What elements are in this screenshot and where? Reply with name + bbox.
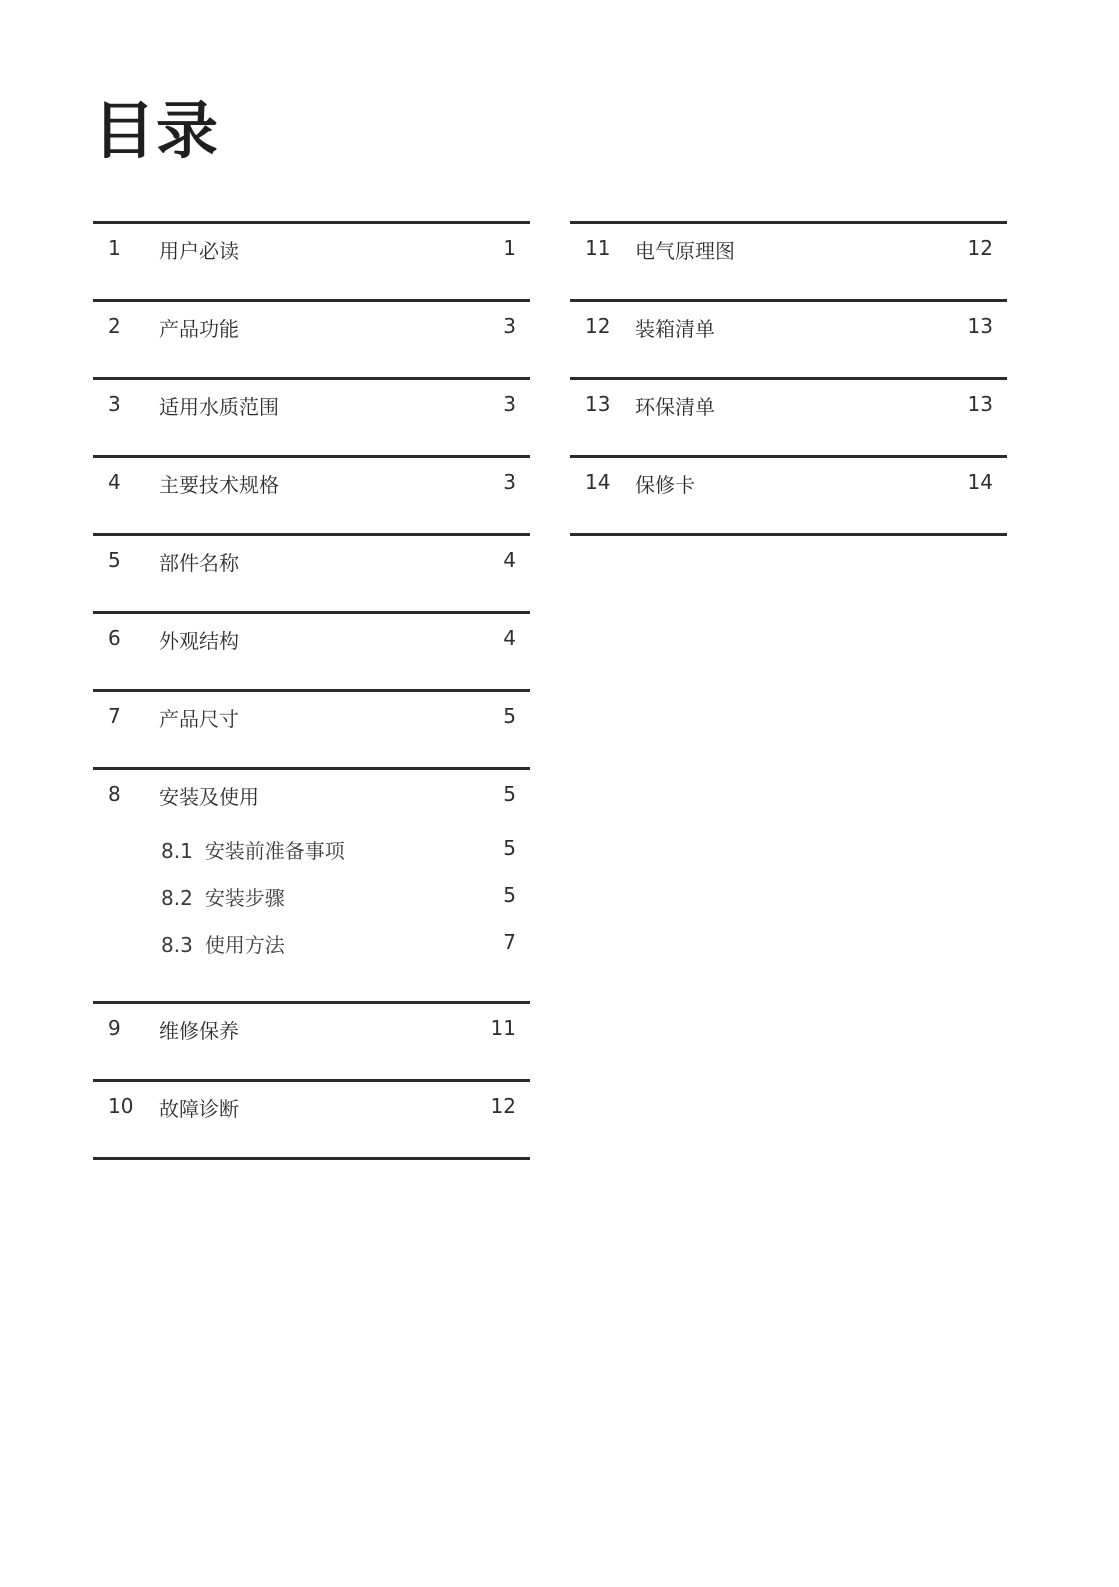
- toc-entry-label: 电气原理图: [635, 239, 735, 263]
- toc-subentry-number: 8.3: [161, 933, 193, 957]
- toc-entry-number: 6: [108, 626, 121, 650]
- toc-entry[interactable]: [570, 299, 1007, 377]
- toc-subentry-label: 使用方法: [204, 933, 285, 957]
- toc-entry-number: 11: [585, 236, 611, 260]
- toc-entry-label: 外观结构: [159, 629, 239, 653]
- toc-entry-label: 维修保养: [159, 1019, 239, 1043]
- toc-entry-label: 部件名称: [159, 551, 239, 575]
- toc-subentry-page: 7: [503, 930, 516, 954]
- toc-entry[interactable]: [93, 1001, 530, 1079]
- toc-entry[interactable]: [93, 611, 530, 689]
- toc-entry-label: 装箱清单: [635, 317, 715, 341]
- toc-entry-number: 1: [108, 236, 121, 260]
- toc-entry-number: 7: [108, 704, 121, 728]
- toc-entry-number: 2: [108, 314, 121, 338]
- toc-entry[interactable]: [93, 299, 530, 377]
- toc-entry-number: 5: [108, 548, 121, 572]
- toc-entry-number: 8: [108, 782, 121, 806]
- toc-entry[interactable]: [93, 767, 530, 1001]
- toc-entry-number: 14: [585, 470, 611, 494]
- toc-entry-label: 产品功能: [159, 317, 239, 341]
- toc-entry-label: 环保清单: [635, 395, 715, 419]
- toc-column-left: [93, 221, 530, 1160]
- toc-entry[interactable]: [93, 1079, 530, 1160]
- toc-entry-number: 13: [585, 392, 611, 416]
- toc-entry-number: 3: [108, 392, 121, 416]
- toc-entry-page: 4: [503, 548, 516, 572]
- toc-subentry[interactable]: [161, 835, 345, 864]
- toc-subentry[interactable]: [161, 929, 285, 958]
- toc-entry[interactable]: [570, 221, 1007, 299]
- toc-entry-label: 主要技术规格: [159, 473, 279, 497]
- toc-entry-label: 保修卡: [635, 473, 695, 497]
- toc-entry-page: 13: [967, 314, 993, 338]
- toc-entry-page: 3: [503, 314, 516, 338]
- toc-entry-label: 用户必读: [159, 239, 239, 263]
- toc-entry[interactable]: [570, 455, 1007, 536]
- toc-entry-page: 1: [503, 236, 516, 260]
- toc-entry-page: 3: [503, 392, 516, 416]
- toc-entry-number: 10: [108, 1094, 134, 1118]
- toc-entry-page: 12: [967, 236, 993, 260]
- toc-entry-label: 产品尺寸: [159, 707, 239, 731]
- toc-entry[interactable]: [93, 533, 530, 611]
- toc-entry[interactable]: [93, 221, 530, 299]
- toc-entry-page: 5: [503, 704, 516, 728]
- toc-entry[interactable]: [93, 455, 530, 533]
- toc-entry-page: 3: [503, 470, 516, 494]
- toc-subentry-label: 安装前准备事项: [204, 839, 345, 863]
- toc-subentry-number: 8.2: [161, 886, 193, 910]
- toc-entry[interactable]: [93, 377, 530, 455]
- toc-subentry-label: 安装步骤: [204, 886, 285, 910]
- toc-entry-label: 故障诊断: [159, 1097, 239, 1121]
- toc-entry-page: 13: [967, 392, 993, 416]
- toc-entry-page: 5: [503, 782, 516, 806]
- toc-column-right: [570, 221, 1007, 536]
- toc-subentry-page: 5: [503, 883, 516, 907]
- toc-entry-page: 12: [490, 1094, 516, 1118]
- page-title: 目录: [93, 94, 220, 167]
- toc-entry-number: 12: [585, 314, 611, 338]
- toc-entry-page: 4: [503, 626, 516, 650]
- toc-entry-label: 适用水质范围: [159, 395, 279, 419]
- toc-subentry-number: 8.1: [161, 839, 193, 863]
- toc-entry-label: 安装及使用: [159, 785, 259, 809]
- toc-entry[interactable]: [570, 377, 1007, 455]
- toc-entry[interactable]: [93, 689, 530, 767]
- toc-subentry[interactable]: [161, 882, 285, 911]
- toc-entry-number: 4: [108, 470, 121, 494]
- toc-entry-number: 9: [108, 1016, 121, 1040]
- toc-entry-page: 11: [490, 1016, 516, 1040]
- toc-entry-page: 14: [967, 470, 993, 494]
- toc-subentry-page: 5: [503, 836, 516, 860]
